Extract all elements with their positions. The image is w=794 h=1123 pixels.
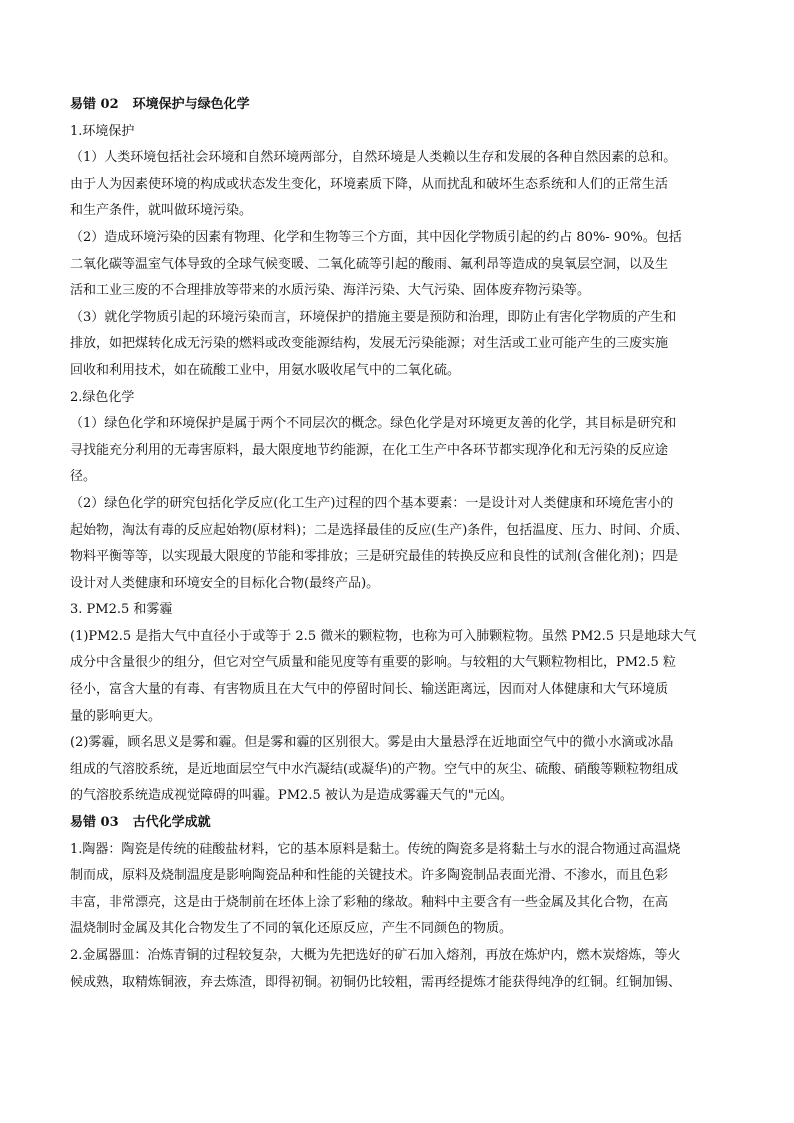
paragraph-line: 活和工业三废的不合理排放等带来的水质污染、海洋污染、大气污染、固体废弃物污染等。	[70, 283, 591, 299]
paragraph-line: （2）绿色化学的研究包括化学反应(化工生产)过程的四个基本要素：一是设计对人类健康和环境危害小的	[70, 495, 674, 511]
paragraph-line: 二氧化碳等温室气体导致的全球气候变暖、二氧化硫等引起的酸雨、氟利昂等造成的臭氧层空洞，以及生	[70, 256, 669, 272]
section-label: 易错 02	[70, 97, 119, 112]
section-heading-03	[70, 810, 740, 837]
paragraph-line: 制而成，原料及烧制温度是影响陶瓷品种和性能的关键技术。许多陶瓷制品表面光滑、不渗水，而且色彩	[70, 868, 669, 884]
paragraph-line: 起始物，淘汰有毒的反应起始物(原材料)；二是选择最佳的反应(生产)条件，包括温度、压力、时间、介质、	[70, 522, 689, 538]
paragraph-line: (1)PM2.5 是指大气中直径小于或等于 2.5 微米的颗粒物，也称为可入肺颗粒物。虽然 PM2.5 只是地球大气	[70, 628, 697, 644]
paragraph-line: （1）绿色化学和环境保护是属于两个不同层次的概念。绿色化学是对环境更友善的化学，其目标是研究和	[70, 416, 677, 432]
paragraph-line: 1.陶器：陶瓷是传统的硅酸盐材料，它的基本原料是黏土。传统的陶瓷多是将黏土与水的混合物通过高温烧	[70, 841, 681, 857]
subsection-title: 3. PM2.5 和雾霾	[70, 602, 173, 618]
section-label: 易错 03	[70, 815, 119, 831]
paragraph-line: 成分中含量很少的组分，但它对空气质量和能见度等有重要的影响。与较粗的大气颗粒物相比，PM2.5 粒	[70, 655, 676, 671]
subsection-title: 2.绿色化学	[70, 389, 135, 405]
paragraph-line: 丰富，非常漂亮，这是由于烧制前在坯体上涂了彩釉的缘故。釉料中主要含有一些金属及其化合物，在高	[70, 894, 669, 910]
paragraph-line: 2.金属器皿：冶炼青铜的过程较复杂，大概为先把选好的矿石加入熔剂，再放在炼炉内，燃木炭熔炼，等火	[70, 948, 681, 963]
paragraph-line: 量的影响更大。	[70, 708, 162, 724]
paragraph-line: （2）造成环境污染的因素有物理、化学和生物等三个方面，其中因化学物质引起的约占 80%- 90%。包括	[70, 229, 682, 245]
paragraph-line: 组成的气溶胶系统，是近地面层空气中水汽凝结(或凝华)的产物。空气中的灰尘、硫酸、硝酸等颗粒物组成	[70, 761, 679, 777]
paragraph-line: 排放，如把煤转化成无污染的燃料或改变能源结构，发展无污染能源；对生活或工业可能产生的三废实施	[70, 336, 669, 352]
paragraph-line: 径小，富含大量的有毒、有害物质且在大气中的停留时间长、输送距离远，因而对人体健康和大气环境质	[70, 682, 669, 698]
paragraph-line: 的气溶胶系统造成视觉障碍的叫霾。PM2.5 被认为是造成雾霾天气的"元凶。	[70, 788, 513, 804]
paragraph-line: 径。	[70, 469, 97, 485]
subsection-title: 1.环境保护	[70, 123, 135, 139]
paragraph-line: 候成熟，取精炼铜液，弃去炼渣，即得初铜。初铜仍比较粗，需再经提炼才能获得纯净的红铜。红铜加锡、	[70, 974, 682, 990]
paragraph-line: 物料平衡等等，以实现最大限度的节能和零排放；三是研究最佳的转换反应和良性的试剂(含催化剂)；四是	[70, 549, 679, 565]
paragraph-line: 由于人为因素使环境的构成或状态发生变化，环境素质下降，从而扰乱和破坏生态系统和人们的正常生活	[70, 176, 669, 192]
paragraph-line: （3）就化学物质引起的环境污染而言，环境保护的措施主要是预防和治理，即防止有害化学物质的产生和	[70, 309, 677, 325]
paragraph-line: 回收和利用技术，如在硫酸工业中，用氨水吸收尾气中的二氧化硫。	[70, 362, 461, 378]
paragraph-line: (2)雾霾，顾名思义是雾和霾。但是雾和霾的区别很大。雾是由大量悬浮在近地面空气中的微小水滴或冰晶	[70, 735, 674, 751]
paragraph-line: 设计对人类健康和环境安全的目标化合物(最终产品)。	[70, 575, 380, 591]
section-heading-02	[70, 92, 740, 119]
document-page	[70, 92, 740, 996]
paragraph-line: 和生产条件，就叫做环境污染。	[70, 203, 253, 219]
section-title: 古代化学成就	[132, 815, 211, 831]
paragraph-line: 温烧制时金属及其化合物发生了不同的氧化还原反应，产生不同颜色的物质。	[70, 921, 513, 937]
section-title: 环境保护与绿色化学	[132, 97, 250, 112]
paragraph-line: 寻找能充分利用的无毒害原料，最大限度地节约能源，在化工生产中各环节都实现净化和无污染的反应途	[70, 442, 669, 458]
paragraph-line: （1）人类环境包括社会环境和自然环境两部分，自然环境是人类赖以生存和发展的各种自然因素的总和。	[70, 150, 677, 166]
